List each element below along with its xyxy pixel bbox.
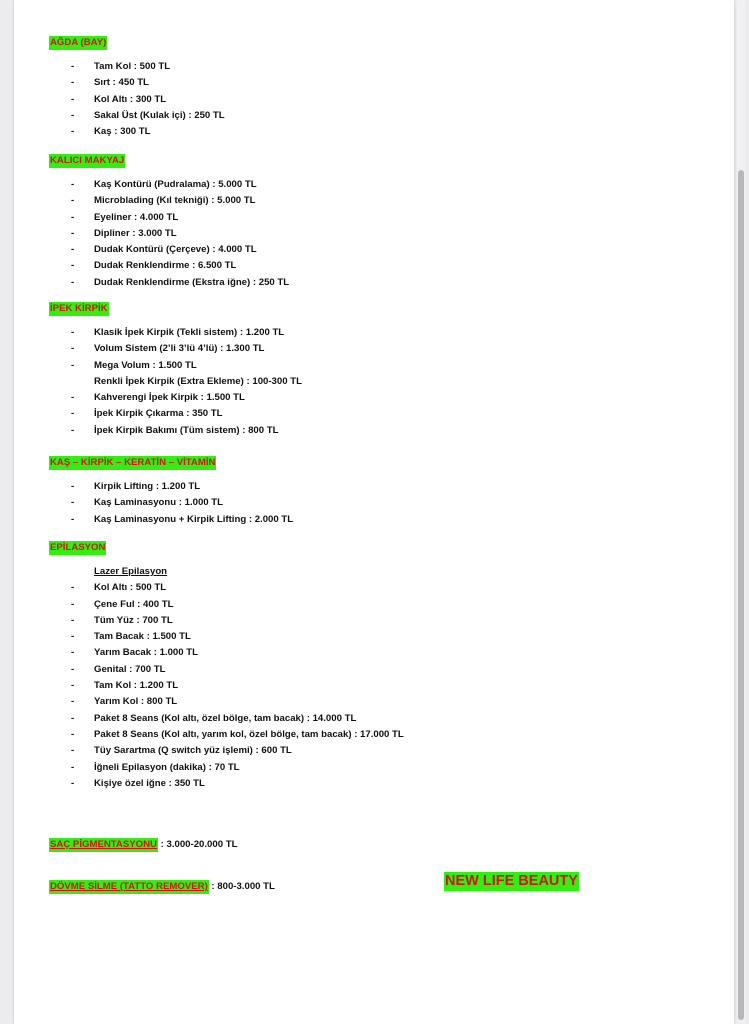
section xyxy=(49,541,709,792)
price-item-text: Paket 8 Seans (Kol altı, yarım kol, özel bölge, tam bacak) : 17.000 TL xyxy=(94,728,404,740)
price-item xyxy=(49,177,709,193)
bullet-dash: - xyxy=(71,244,75,256)
bullet-dash: - xyxy=(71,195,75,207)
bullet-dash: - xyxy=(71,712,75,724)
section-heading: KAŞ – KİRPİK – KERATİN – VİTAMİN xyxy=(50,457,216,468)
bullet-dash: - xyxy=(71,745,75,757)
price-item xyxy=(49,75,709,91)
price-item-text: Kahverengi İpek Kirpik : 1.500 TL xyxy=(94,392,245,404)
price-item xyxy=(49,124,709,140)
price-item-text: Kaş : 300 TL xyxy=(94,126,151,138)
section-heading-line xyxy=(49,541,709,555)
price-item-text: Kol Altı : 300 TL xyxy=(94,93,167,105)
price-item-text: Sakal Üst (Kulak içi) : 250 TL xyxy=(94,109,225,121)
price-item xyxy=(49,406,709,422)
price-item-text: Tam Bacak : 1.500 TL xyxy=(94,631,191,643)
bullet-dash: - xyxy=(71,109,75,121)
price-item-text: Tüm Yüz : 700 TL xyxy=(94,614,173,626)
price-item-text: Yarım Kol : 800 TL xyxy=(94,696,178,708)
price-item xyxy=(49,694,709,710)
item-list xyxy=(49,564,709,792)
price-item-text: Sırt : 450 TL xyxy=(94,77,149,89)
bullet-dash: - xyxy=(71,227,75,239)
price-item-text: İğneli Epilasyon (dakika) : 70 TL xyxy=(94,761,240,773)
bullet-dash: - xyxy=(71,777,75,789)
section-heading-line xyxy=(49,302,709,316)
subsection-label: Lazer Epilasyon xyxy=(94,566,168,577)
dovme-silme-line xyxy=(49,880,275,894)
price-item xyxy=(49,662,709,678)
price-item xyxy=(49,711,709,727)
bullet-dash: - xyxy=(71,327,75,338)
price-item xyxy=(49,325,709,341)
price-item-text: Kişiye özel iğne : 350 TL xyxy=(94,777,205,789)
section-heading: EPİLASYON xyxy=(50,542,106,553)
section-heading: AĞDA (BAY) xyxy=(50,37,107,48)
section xyxy=(49,302,709,439)
bullet-dash: - xyxy=(71,582,75,594)
price-item-text: Klasik İpek Kirpik (Tekli sistem) : 1.200 TL xyxy=(94,327,285,338)
price-item xyxy=(49,645,709,661)
price-item xyxy=(49,512,709,528)
section-heading-line xyxy=(49,456,709,470)
price-item xyxy=(49,242,709,258)
item-list xyxy=(49,177,709,291)
bullet-dash: - xyxy=(71,179,75,190)
price-item-text: Tam Kol : 500 TL xyxy=(94,61,171,72)
bullet-dash: - xyxy=(71,761,75,773)
price-item-text: Çene Ful : 400 TL xyxy=(94,598,174,610)
bullet-dash: - xyxy=(71,359,75,371)
price-item xyxy=(49,678,709,694)
price-item xyxy=(49,743,709,759)
scrollbar-thumb[interactable] xyxy=(738,170,744,1020)
bullet-dash: - xyxy=(71,631,75,643)
price-item-text: Volum Sistem (2’li 3’lü 4’lü) : 1.300 TL xyxy=(94,343,265,355)
price-item-text: Tüy Sarartma (Q switch yüz işlemi) : 600 TL xyxy=(94,745,292,757)
price-item xyxy=(49,495,709,511)
price-item-text: Mega Volum : 1.500 TL xyxy=(94,359,197,371)
price-item-text: Tam Kol : 1.200 TL xyxy=(94,680,179,692)
bullet-dash: - xyxy=(71,481,75,492)
bullet-dash: - xyxy=(71,392,75,404)
price-item xyxy=(49,193,709,209)
sac-pigmentasyonu-heading: SAÇ PİGMENTASYONU xyxy=(50,839,157,850)
price-item-text: Dudak Kontürü (Çerçeve) : 4.000 TL xyxy=(94,244,257,256)
price-item xyxy=(49,760,709,776)
price-item-text: Kol Altı : 500 TL xyxy=(94,582,167,594)
price-item xyxy=(49,776,709,792)
bullet-dash: - xyxy=(71,663,75,675)
price-item-text: İpek Kirpik Bakımı (Tüm sistem) : 800 TL xyxy=(94,424,279,436)
bullet-dash: - xyxy=(71,647,75,659)
price-item xyxy=(49,629,709,645)
price-item xyxy=(49,390,709,406)
price-item-text: Yarım Bacak : 1.000 TL xyxy=(94,647,198,659)
price-item xyxy=(49,210,709,226)
bullet-dash: - xyxy=(71,408,75,420)
bullet-dash: - xyxy=(71,614,75,626)
bullet-dash: - xyxy=(71,497,75,509)
price-item xyxy=(49,374,709,390)
price-item-text: Kaş Laminasyonu : 1.000 TL xyxy=(94,497,224,509)
bullet-dash: - xyxy=(71,276,75,288)
price-item xyxy=(49,59,709,75)
bullet-dash: - xyxy=(71,598,75,610)
bullet-dash: - xyxy=(71,424,75,436)
bullet-dash: - xyxy=(71,126,75,138)
price-item-text: Kirpik Lifting : 1.200 TL xyxy=(94,481,201,492)
price-item xyxy=(49,92,709,108)
price-item xyxy=(49,341,709,357)
item-list xyxy=(49,479,709,528)
sac-pigmentasyonu-line xyxy=(49,838,237,852)
price-item xyxy=(49,479,709,495)
bullet-dash: - xyxy=(71,77,75,89)
price-item-text: Dudak Renklendirme (Ekstra iğne) : 250 TL xyxy=(94,276,290,288)
price-item-text: Renkli İpek Kirpik (Extra Ekleme) : 100-300 TL xyxy=(94,375,302,387)
item-list xyxy=(49,325,709,439)
item-list xyxy=(49,59,709,140)
price-item xyxy=(49,108,709,124)
vertical-scrollbar[interactable] xyxy=(737,0,745,1024)
price-item-text: Genital : 700 TL xyxy=(94,663,166,675)
bullet-dash: - xyxy=(71,343,75,355)
bullet-dash: - xyxy=(71,513,75,525)
bullet-dash: - xyxy=(71,211,75,223)
price-item xyxy=(49,258,709,274)
dovme-silme-price: : 800-3.000 TL xyxy=(208,881,275,892)
section xyxy=(49,154,709,291)
brand-name: NEW LIFE BEAUTY xyxy=(445,873,578,889)
price-item-text: Paket 8 Seans (Kol altı, özel bölge, tam bacak) : 14.000 TL xyxy=(94,712,357,724)
bullet-dash: - xyxy=(71,260,75,272)
price-item-text: Dipliner : 3.000 TL xyxy=(94,227,177,239)
price-item-text: Dudak Renklendirme : 6.500 TL xyxy=(94,260,237,272)
price-item xyxy=(49,580,709,596)
document-page xyxy=(14,0,734,1024)
price-item xyxy=(49,727,709,743)
section-heading: KALICI MAKYAJ xyxy=(50,155,125,166)
section xyxy=(49,36,709,140)
bullet-dash: - xyxy=(71,680,75,692)
price-item-text: Eyeliner : 4.000 TL xyxy=(94,211,179,223)
price-item-text: İpek Kirpik Çıkarma : 350 TL xyxy=(94,408,223,420)
price-item-text: Microblading (Kıl tekniği) : 5.000 TL xyxy=(94,195,256,207)
price-item xyxy=(49,226,709,242)
section-heading-line xyxy=(49,36,709,50)
bullet-dash: - xyxy=(71,61,75,72)
price-item xyxy=(49,597,709,613)
section-heading: İPEK KİRPİK xyxy=(50,303,108,314)
price-item xyxy=(49,358,709,374)
price-item xyxy=(49,613,709,629)
dovme-silme-heading: DÖVME SİLME (TATTO REMOVER) xyxy=(50,881,208,892)
section xyxy=(49,456,709,528)
price-item-text: Kaş Kontürü (Pudralama) : 5.000 TL xyxy=(94,179,257,190)
bullet-dash: - xyxy=(71,93,75,105)
bullet-dash: - xyxy=(71,696,75,708)
bullet-dash: - xyxy=(71,728,75,740)
price-item xyxy=(49,423,709,439)
section-heading-line xyxy=(49,154,709,168)
price-item xyxy=(49,275,709,291)
price-item-text: Kaş Laminasyonu + Kirpik Lifting : 2.000 TL xyxy=(94,513,294,525)
sac-pigmentasyonu-price: : 3.000-20.000 TL xyxy=(157,839,238,850)
